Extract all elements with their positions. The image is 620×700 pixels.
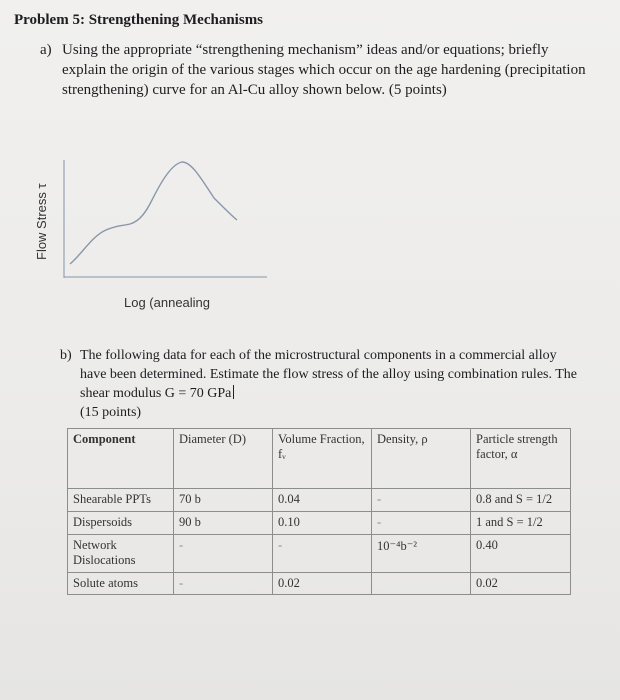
cell-diameter: -	[174, 535, 273, 573]
cell-component: Network Dislocations	[68, 535, 174, 573]
cell-component: Shearable PPTs	[68, 489, 174, 512]
age-hardening-curve	[70, 162, 237, 264]
cell-volume: 0.10	[273, 512, 372, 535]
microstructure-data-table	[67, 428, 571, 595]
y-axis-label: Flow Stress τ	[34, 183, 49, 260]
cell-diameter: 90 b	[174, 512, 273, 535]
cell-volume: -	[273, 535, 372, 573]
cell-volume: 0.04	[273, 489, 372, 512]
cell-density: 10⁻⁴b⁻²	[372, 535, 471, 573]
cell-particle: 0.40	[471, 535, 571, 573]
cell-component: Solute atoms	[68, 573, 174, 595]
cell-component: Dispersoids	[68, 512, 174, 535]
header-volume-fraction: Volume Fraction, fᵥ	[273, 429, 372, 489]
table-header-row	[68, 429, 571, 489]
cell-density	[372, 573, 471, 595]
header-diameter: Diameter (D)	[174, 429, 273, 489]
table-row	[68, 573, 571, 595]
part-a-question	[40, 40, 588, 100]
part-b-question	[60, 346, 580, 422]
x-axis-label: Log (annealing	[124, 295, 211, 310]
part-b-label: b)	[60, 348, 72, 363]
part-a-label: a)	[40, 42, 52, 58]
table-row	[68, 512, 571, 535]
table-row	[68, 489, 571, 512]
cell-volume: 0.02	[273, 573, 372, 595]
header-density: Density, ρ	[372, 429, 471, 489]
cell-density: -	[372, 512, 471, 535]
part-b-text: The following data for each of the microstructural components in a commercial alloy have been determined. Estimate the flow stress of the alloy using combination rules. The shear modulus G = 70 GPa	[80, 348, 577, 401]
part-b-points: (15 points)	[80, 405, 142, 420]
header-particle-strength: Particle strength factor, α	[471, 429, 571, 489]
cell-diameter: 70 b	[174, 489, 273, 512]
cell-particle: 1 and S = 1/2	[471, 512, 571, 535]
cell-particle: 0.8 and S = 1/2	[471, 489, 571, 512]
cell-diameter: -	[174, 573, 273, 595]
problem-title: Problem 5: Strengthening Mechanisms	[14, 12, 264, 28]
text-cursor	[233, 385, 234, 399]
cell-particle: 0.02	[471, 573, 571, 595]
table-row	[68, 535, 571, 573]
header-component: Component	[68, 429, 174, 489]
cell-density: -	[372, 489, 471, 512]
part-a-text: Using the appropriate “strengthening mechanism” ideas and/or equations; briefly explain the origin of the various stages which occur on the age hardening (precipitation strengthening) curve for an Al-Cu alloy shown below. (5 points)	[62, 42, 586, 98]
